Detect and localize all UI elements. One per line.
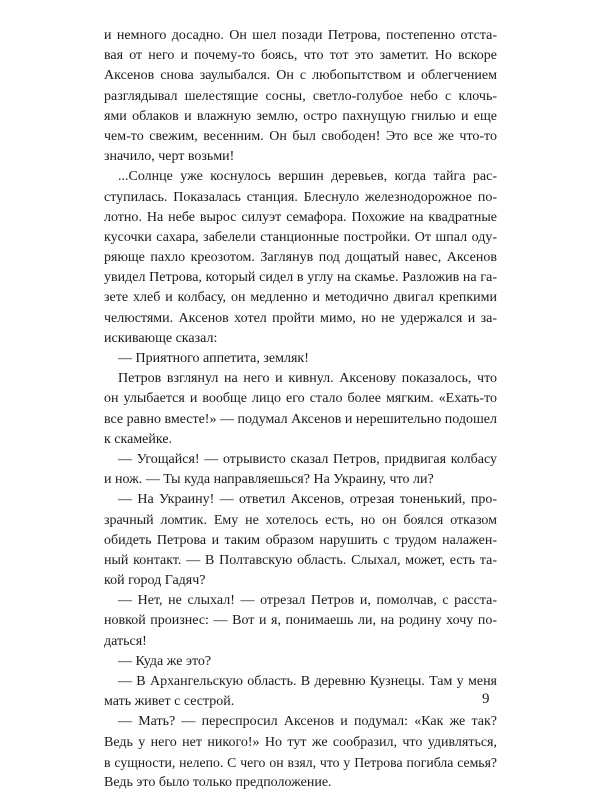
page-number: 9 [482,691,490,707]
text-line: — Угощайся! — отрывисто сказал Петров, придвигая колбасу [118,451,497,467]
text-line: в сущности, нелепо. С чего он взял, что у Петрова погибла семья? [104,754,497,770]
text-line: вая от него и почему-то боясь, что тот это заметит. Но вскоре [104,48,497,64]
text-line: Ведь у него нет никого!» Но тут же сообразил, что удивляться, [104,734,497,750]
text-line: мать живет с сестрой. [104,694,235,710]
text-line: значило, черт возьми! [104,149,235,165]
text-line: и немного досадно. Он шел позади Петрова, постепенно отста- [104,28,497,43]
text-line: лотно. На небе вырос силуэт семафора. Похожие на квадратные [104,209,497,225]
text-line: ступилась. Показалась станция. Блеснуло железнодорожное по- [104,189,497,205]
text-line: он улыбается и вообще лицо его стало более мягким. «Ехать-то [104,391,497,407]
text-line: — Куда же это? [118,653,212,669]
text-line: ...Солнце уже коснулось вершин деревьев, когда тайга рас- [118,169,497,185]
text-line: чем-то свежим, весенним. Он был свободен! Это все же что-то [104,128,497,144]
text-line: разглядывал шелестящие сосны, светло-голубое небо с клочь- [104,88,497,104]
text-line: к скамейке. [104,431,173,447]
text-line: и нож. — Ты куда направляешься? На Украину, что ли? [104,472,434,488]
text-line: кой город Гадяч? [104,573,206,589]
text-line: ряюще пахло креозотом. Заглянув под дощатый навес, Аксенов [104,250,497,266]
text-line: новкой произнес: — Вот и я, понимаешь ли, на родину хочу по- [104,613,497,629]
text-line: ями облаков и влажную землю, остро пахнущую гнилью и еще [104,108,497,124]
text-line: обидеть Петрова и таким образом нарушить с трудом налажен- [104,532,497,548]
text-line: кусочки сахара, забелели станционные постройки. От шпал оду- [104,229,497,245]
text-line: зете хлеб и колбасу, он медленно и методично двигал крепкими [104,290,497,306]
page-body [104,26,497,793]
text-line: Ведь это было только предположение. [104,774,332,790]
text-line: зрачный ломтик. Ему не хотелось есть, но он боялся отказом [104,512,497,528]
text-line: даться! [104,633,147,649]
text-line: челюстями. Аксенов хотел пройти мимо, но не удержался и за- [104,310,497,326]
text-line: увидел Петрова, который сидел в углу на скамье. Разложив на га- [104,270,497,286]
text-line: ный контакт. — В Полтавскую область. Слыхал, может, есть та- [104,552,497,568]
text-line: — Приятного аппетита, земляк! [118,351,309,366]
text-line: — Нет, не слыхал! — отрезал Петров и, помолчав, с расста- [118,593,497,609]
text-line: — В Архангельскую область. В деревню Кузнецы. Там у меня [118,674,497,689]
text-line: все равно вместе!» — подумал Аксенов и нерешительно подошел [104,411,497,427]
text-line: — На Украину! — ответил Аксенов, отрезая тоненький, про- [118,492,497,508]
text-line: — Мать? — переспросил Аксенов и подумал: «Как же так? [118,714,497,730]
text-line: Аксенов снова заулыбался. Он с любопытством и облегчением [104,68,497,84]
text-line: искивающе сказал: [104,330,218,346]
text-line: Петров взглянул на него и кивнул. Аксенову показалось, что [118,371,497,387]
